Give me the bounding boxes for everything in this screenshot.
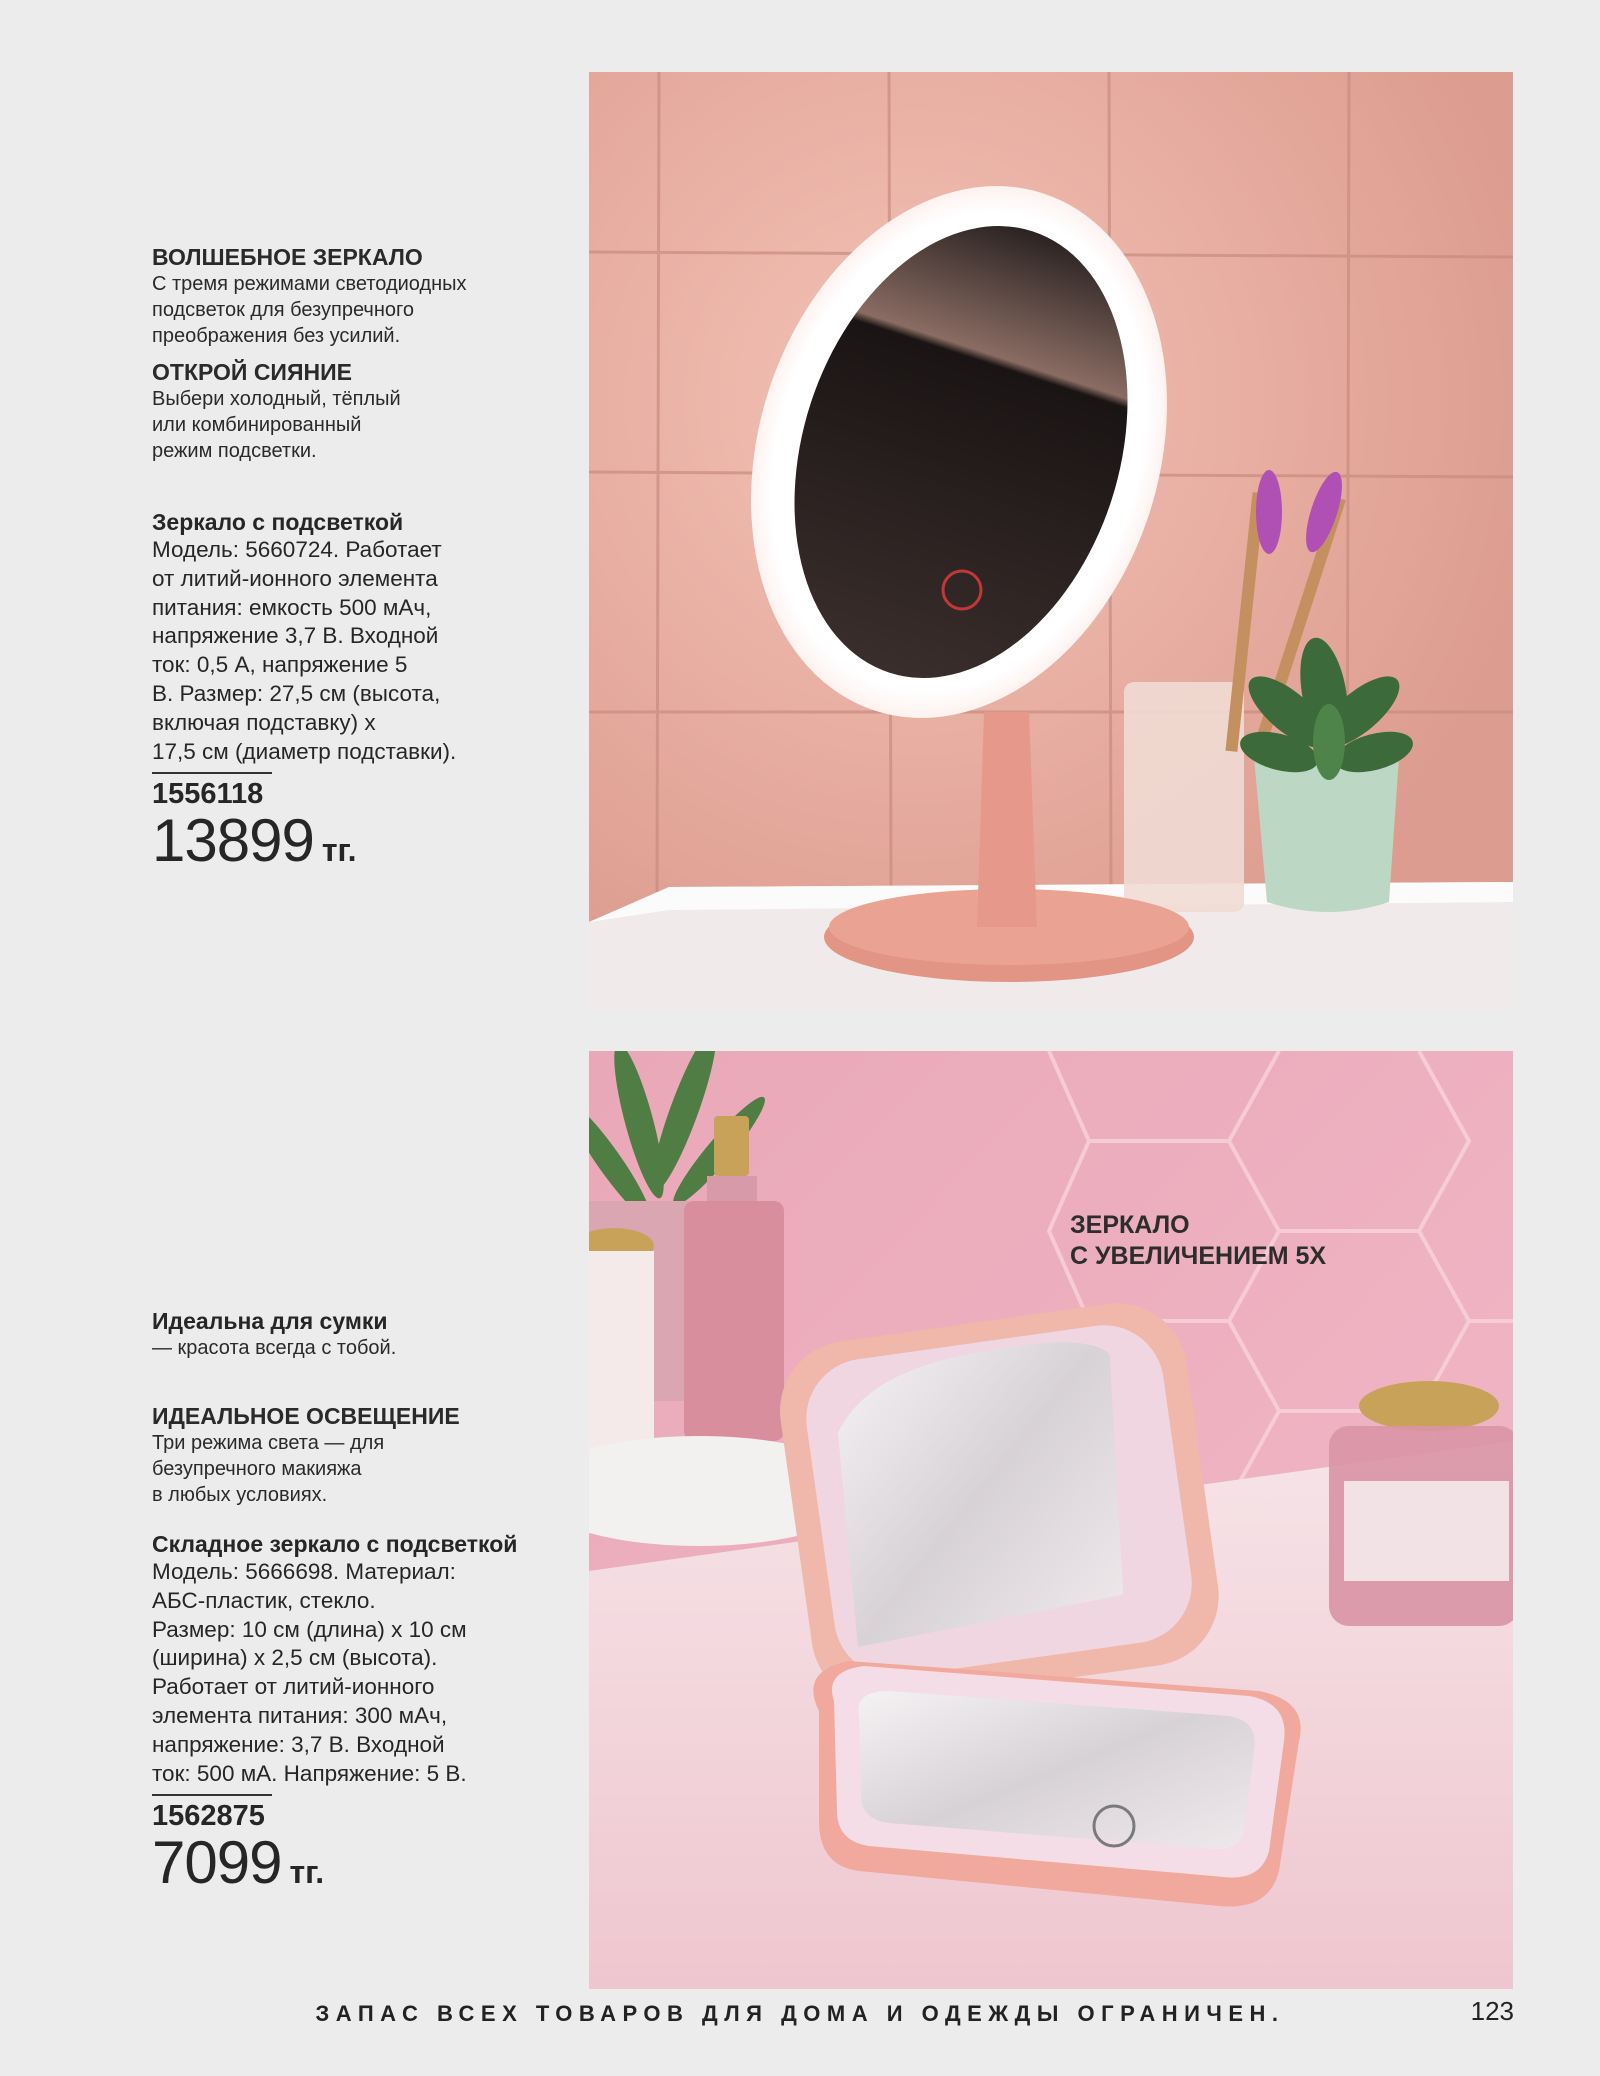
product1-intro-line: подсветок для безупречного <box>152 299 414 321</box>
product2-feature-line: Три режима света — для <box>152 1432 385 1454</box>
product2-desc-line: Модель: 5666698. Материал: <box>152 1559 456 1584</box>
price-currency: тг. <box>321 832 357 869</box>
product2-desc-line: ток: 500 мА. Напряжение: 5 В. <box>152 1760 467 1786</box>
product2-code: 1562875 <box>152 1800 265 1833</box>
compact-mirror-image <box>589 1051 1513 1989</box>
price-currency: тг. <box>289 1854 325 1891</box>
photo-callout-label <box>1070 1210 1326 1272</box>
product1-desc-line: питания: емкость 500 мАч, <box>152 594 432 620</box>
product2-price <box>152 1829 572 1903</box>
product1-desc-line: 17,5 см (диаметр подставки). <box>152 738 457 764</box>
product2-desc-line: элемента питания: 300 мАч, <box>152 1702 448 1728</box>
product1-subheading: ОТКРОЙ СИЯНИЕ <box>152 359 352 385</box>
product2-photo <box>589 1051 1513 1989</box>
product1-desc-line: включая подставку) х <box>152 709 376 735</box>
product2-heading: Идеальна для сумки <box>152 1308 388 1334</box>
product1-desc-line: ток: 0,5 А, напряжение 5 <box>152 652 408 678</box>
lighted-mirror-image <box>589 72 1513 1010</box>
product1-feature-line: режим подсветки. <box>152 440 317 462</box>
product1-desc-line: от литий-ионного элемента <box>152 565 438 591</box>
product2-subheading: ИДЕАЛЬНОЕ ОСВЕЩЕНИЕ <box>152 1403 460 1429</box>
stock-notice: ЗАПАС ВСЕХ ТОВАРОВ ДЛЯ ДОМА И ОДЕЖДЫ ОГРАНИЧЕН. <box>315 2001 1285 2026</box>
product2-text-block <box>152 1307 572 1903</box>
product1-desc-line: Модель: 5660724. Работает <box>152 537 442 562</box>
product1-photo <box>589 72 1513 1010</box>
divider <box>152 1794 272 1796</box>
divider <box>152 772 272 774</box>
product1-intro-line: преображения без усилий. <box>152 325 401 347</box>
price-value: 13899 <box>152 807 314 875</box>
product2-desc-line: Размер: 10 см (длина) х 10 см <box>152 1616 467 1642</box>
product1-desc-line: В. Размер: 27,5 см (высота, <box>152 680 441 706</box>
product2-name: Складное зеркало с подсветкой <box>152 1531 518 1557</box>
page-number: 123 <box>1470 1996 1514 2026</box>
price-value: 7099 <box>152 1829 282 1897</box>
product2-feature-line: в любых условиях. <box>152 1484 328 1506</box>
product2-feature-line: безупречного макияжа <box>152 1458 362 1480</box>
product1-code: 1556118 <box>152 778 264 811</box>
product2-desc-line: напряжение: 3,7 В. Входной <box>152 1731 445 1757</box>
product1-feature-line: Выбери холодный, тёплый <box>152 388 401 410</box>
product1-desc-line: напряжение 3,7 В. Входной <box>152 623 439 649</box>
product2-desc-line: Работает от литий-ионного <box>152 1674 435 1700</box>
product2-desc-line: АБС-пластик, стекло. <box>152 1587 376 1613</box>
product2-intro-line: — красота всегда с тобой. <box>152 1337 397 1359</box>
product1-feature-line: или комбинированный <box>152 414 362 436</box>
product1-text-block <box>152 244 572 881</box>
product1-price <box>152 807 572 881</box>
product2-desc-line: (ширина) х 2,5 см (высота). <box>152 1645 438 1671</box>
callout-line: С УВЕЛИЧЕНИЕМ 5Х <box>1070 1242 1327 1270</box>
product1-heading: ВОЛШЕБНОЕ ЗЕРКАЛО <box>152 244 423 270</box>
product1-name: Зеркало с подсветкой <box>152 509 404 535</box>
product1-intro-line: С тремя режимами светодиодных <box>152 273 467 295</box>
callout-line: ЗЕРКАЛО <box>1070 1211 1190 1239</box>
